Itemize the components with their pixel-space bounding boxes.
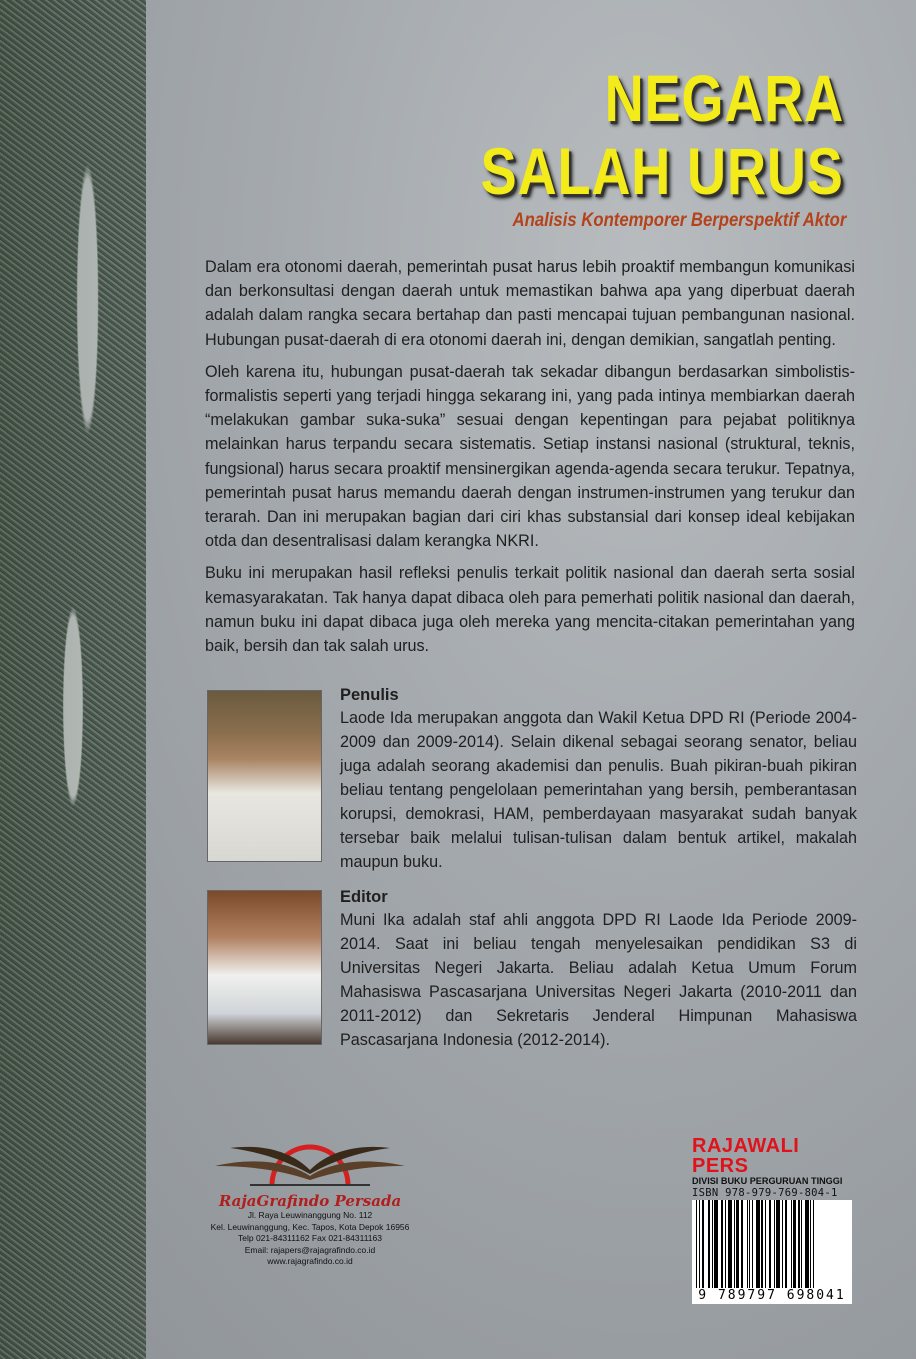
editor-bio (207, 886, 857, 1052)
author-text: Laode Ida merupakan anggota dan Wakil Ketua DPD RI (Periode 2004-2009 dan 2009-2014). Selain dikenal sebagai seorang senator, beliau juga adalah seorang akademisi dan penulis. Buah pikiran-buah pikiran beliau tentang pengelolaan pemerintahan yang bersih, pemberantasan korupsi, demokrasi, HAM, pemberdayaan masyarakat sudah banyak tersebar baik melalui tulisan-tulisan dalam bentuk artikel, makalah maupun buku. (340, 709, 857, 871)
isbn-block (692, 1136, 852, 1304)
editor-text: Muni Ika adalah staf ahli anggota DPD RI Laode Ida Periode 2009-2014. Saat ini beliau tengah menyelesaikan pendidikan S3 di Universitas Negeri Jakarta. Beliau adalah Ketua Umum Forum Mahasiswa Pascasarjana Universitas Negeri Jakarta (2010-2011 dan 2011-2012) dan Sekretaris Jenderal Himpunan Mahasiswa Pascasarjana Indonesia (2012-2014). (340, 911, 857, 1049)
blurb-paragraph: Buku ini merupakan hasil refleksi penulis terkait politik nasional dan daerah serta sosial kemasyarakatan. Tak hanya dapat dibaca oleh para pemerhati politik nasional dan daerah, namun buku ini dapat dibaca juga oleh mereka yang mencita-citakan pemerintahan yang baik, bersih dan tak salah urus. (205, 564, 855, 656)
publisher-phone: Telp 021-84311162 Fax 021-84311163 (238, 1233, 382, 1243)
title-line-2: SALAH URUS (480, 134, 844, 208)
publisher-address: Kel. Leuwinanggung, Kec. Tapos, Kota Depok 16956 (210, 1221, 410, 1232)
barcode-bar (813, 1200, 814, 1288)
publisher-name: RajaGrafindo Persada (218, 1192, 402, 1210)
blurb (205, 255, 855, 666)
isbn-text: ISBN 978-979-769-804-1 (692, 1187, 838, 1199)
publisher-address: Jl. Raya Leuwinanggung No. 112 (247, 1210, 373, 1220)
editor-heading: Editor (340, 888, 388, 906)
imprint-division: DIVISI BUKU PERGURUAN TINGGI (692, 1176, 843, 1187)
title-line-1: NEGARA (604, 61, 844, 135)
blurb-paragraph: Oleh karena itu, hubungan pusat-daerah tak sekadar dibangun berdasarkan simbolistis-formalistis seperti yang terjadi hingga sekarang ini, yang pada intinya membiarkan daerah “melakukan gambar suka-suka” sesuai dengan kepentingan para pejabat politiknya melainkan harus terpandu secara sistematis. Setiap instansi nasional (struktural, teknis, fungsional) harus secara proaktif mensinergikan agenda-agenda secara terukur. Tepatnya, pemerintah pusat harus memandu daerah dengan instrumen-instrumen yang terukur dan terarah. Dan ini merupakan bagian dari ciri khas substansial dari konsep ideal kebijakan otda dan desentralisasi dalam kerangka NKRI. (205, 362, 855, 551)
author-heading: Penulis (340, 686, 399, 704)
barcode (692, 1200, 852, 1288)
publisher-email: Email: rajapers@rajagrafindo.co.id (244, 1244, 376, 1255)
publisher-website: www.rajagrafindo.co.id (267, 1256, 353, 1266)
barcode-number: 9 789797 698041 (692, 1288, 852, 1304)
publisher-block (210, 1130, 410, 1268)
imprint-name: RAJAWALI PERS (692, 1135, 800, 1177)
author-photo (207, 690, 322, 862)
editor-photo (207, 890, 322, 1045)
publisher-logo (210, 1130, 410, 1190)
strip-overlay (0, 0, 146, 1359)
blurb-paragraph: Dalam era otonomi daerah, pemerintah pusat harus lebih proaktif membangun komunikasi dan berkonsultasi dengan daerah untuk memastikan bahwa apa yang diperbuat daerah adalah dalam rangka secara bertahap dan pasti mencapai tujuan pembangunan nasional. Hubungan pusat-daerah di era otonomi daerah ini, dengan demikian, sangatlah penting. (205, 258, 855, 349)
subtitle: Analisis Kontemporer Berperspektif Aktor (512, 210, 846, 231)
author-bio (207, 684, 857, 874)
